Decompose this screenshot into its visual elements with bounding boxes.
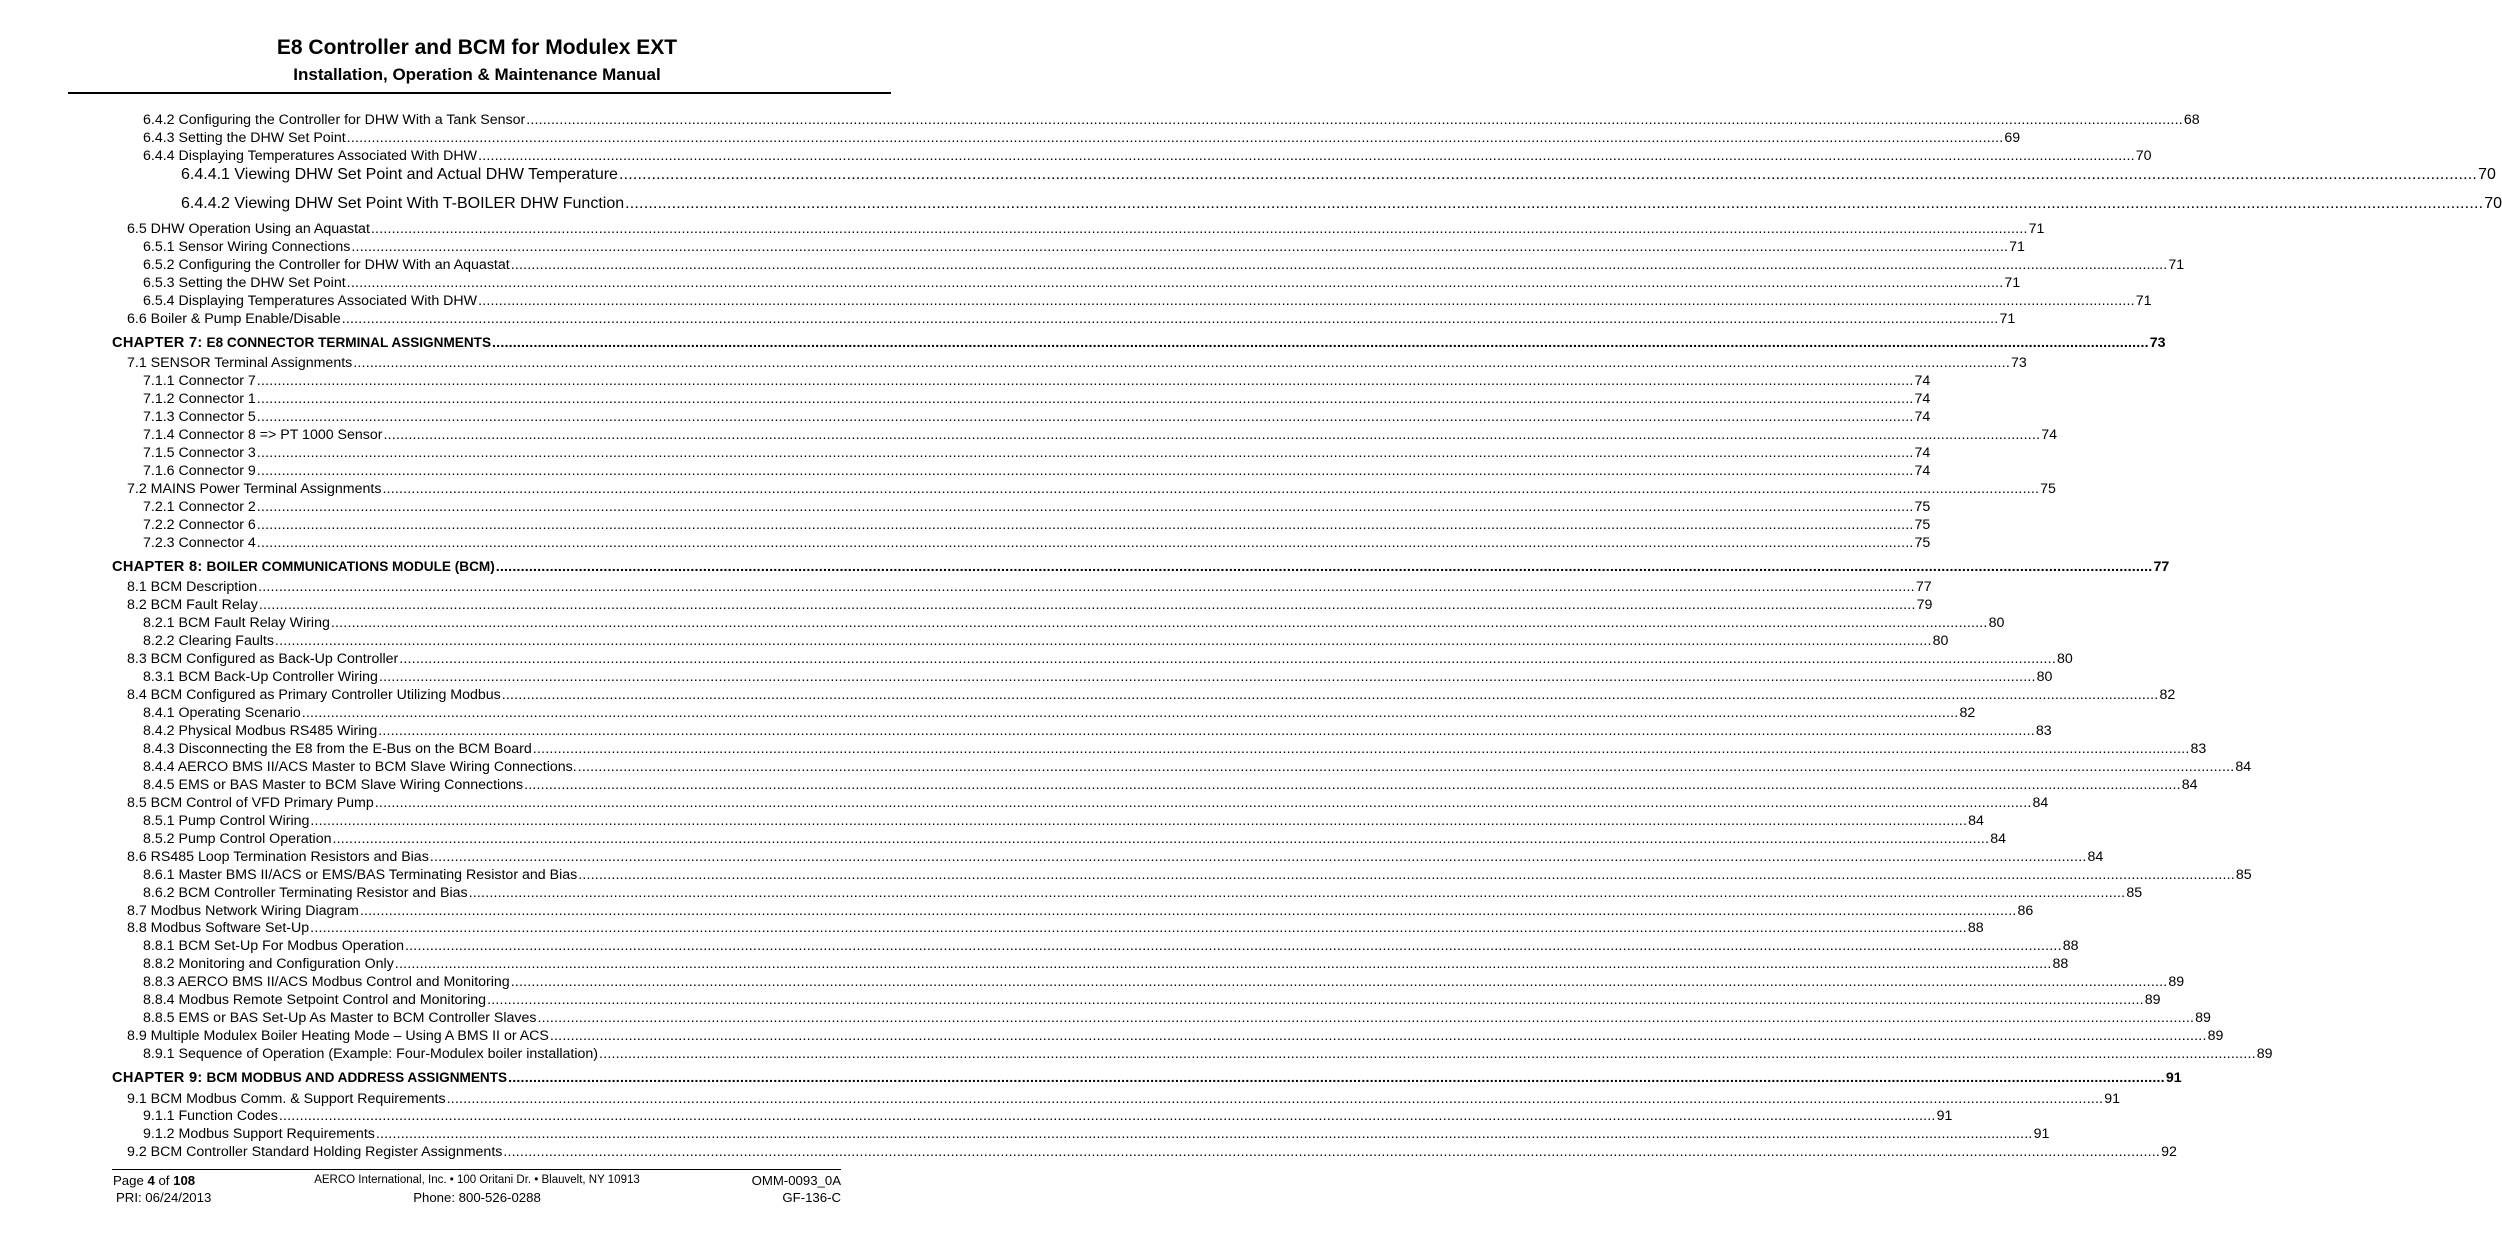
toc-entry-title: 6.5 DHW Operation Using an Aquastat (127, 221, 370, 237)
dot-leader: ................................................................................................................................................................................................................................................................................................................................................................................................................ (495, 559, 2153, 575)
toc-entry[interactable] (143, 275, 2021, 291)
toc-entry[interactable] (181, 195, 2502, 213)
toc-page-number: 80 (2036, 669, 2053, 685)
toc-page-number: 89 (2207, 1028, 2224, 1044)
toc-entry[interactable] (127, 579, 1932, 595)
dot-leader: ................................................................................................................................................................................................................................................................................................................................................................................................................ (351, 239, 2009, 255)
dot-leader: ................................................................................................................................................................................................................................................................................................................................................................................................................ (532, 741, 2190, 757)
toc-page-number: 68 (2183, 112, 2200, 128)
dot-leader: ................................................................................................................................................................................................................................................................................................................................................................................................................ (478, 293, 2135, 309)
dot-leader: ................................................................................................................................................................................................................................................................................................................................................................................................................ (510, 974, 2168, 990)
toc-page-number: 74 (1914, 463, 1931, 479)
toc-entry[interactable] (143, 813, 1984, 829)
chapter-number: CHAPTER 9: (112, 1070, 203, 1086)
toc-page-number: 88 (2052, 956, 2069, 972)
toc-entry[interactable] (143, 633, 1949, 649)
toc-page-number: 88 (1967, 920, 1984, 936)
toc-page-number: 88 (2062, 938, 2079, 954)
dot-leader: ................................................................................................................................................................................................................................................................................................................................................................................................................ (537, 1010, 2195, 1026)
toc-entry-title: 8.5 BCM Control of VFD Primary Pump (127, 795, 374, 811)
toc-entry-title: 6.4.2 Configuring the Controller for DHW With a Tank Sensor (143, 112, 526, 128)
toc-page-number: 75 (1914, 499, 1931, 515)
toc-entry[interactable] (127, 311, 2016, 327)
dot-leader: ................................................................................................................................................................................................................................................................................................................................................................................................................ (301, 705, 1959, 721)
toc-entry-title: 8.8.2 Monitoring and Configuration Only (143, 956, 394, 972)
toc-entry-title: 8.9 Multiple Modulex Boiler Heating Mode – Using A BMS II or ACS (127, 1028, 549, 1044)
dot-leader: ................................................................................................................................................................................................................................................................................................................................................................................................................ (524, 777, 2181, 793)
toc-entry[interactable] (143, 1010, 2211, 1026)
dot-leader: ................................................................................................................................................................................................................................................................................................................................................................................................................ (278, 1108, 1936, 1124)
dot-leader: ................................................................................................................................................................................................................................................................................................................................................................................................................ (330, 615, 1988, 631)
toc-page-number: 74 (1914, 391, 1931, 407)
toc-page-number: 71 (1999, 311, 2016, 327)
toc-entry-title: 6.5.1 Sensor Wiring Connections (143, 239, 351, 255)
dot-leader: ................................................................................................................................................................................................................................................................................................................................................................................................................ (378, 723, 2035, 739)
pri-date: PRI: 06/24/2013 (116, 1190, 212, 1205)
dot-leader: ................................................................................................................................................................................................................................................................................................................................................................................................................ (256, 517, 1914, 533)
toc-page-number: 86 (2017, 903, 2034, 919)
company-phone: Phone: 800-526-0288 (413, 1190, 541, 1205)
toc-page-number: 75 (1914, 517, 1931, 533)
toc-entry-title: 8.8.1 BCM Set-Up For Modbus Operation (143, 938, 405, 954)
dot-leader: ................................................................................................................................................................................................................................................................................................................................................................................................................ (359, 903, 2017, 919)
document-number: OMM-0093_0A (751, 1173, 841, 1188)
toc-page-number: 80 (1988, 615, 2005, 631)
toc-page-number: 73 (2010, 355, 2027, 371)
toc-entry-title: 8.8 Modbus Software Set-Up (127, 920, 310, 936)
toc-entry-title: 7.2.1 Connector 2 (143, 499, 256, 515)
toc-page-number: 85 (2126, 885, 2143, 901)
toc-entry-title: 6.4.4.2 Viewing DHW Set Point With T-BOILER DHW Function (181, 195, 625, 212)
toc-entry[interactable] (127, 903, 2034, 919)
toc-entry[interactable] (143, 391, 1931, 407)
toc-page-number: 92 (2161, 1144, 2177, 1160)
toc-entry-title: 7.2.3 Connector 4 (143, 535, 256, 551)
toc-entry[interactable] (143, 831, 2006, 847)
dot-leader: ................................................................................................................................................................................................................................................................................................................................................................................................................ (256, 373, 1914, 389)
toc-entry-title: 6.6 Boiler & Pump Enable/Disable (127, 311, 341, 327)
toc-entry[interactable] (127, 355, 2027, 371)
dot-leader: ................................................................................................................................................................................................................................................................................................................................................................................................................ (478, 148, 2135, 164)
toc-entry-title: 6.5.3 Setting the DHW Set Point (143, 275, 346, 291)
toc-entry[interactable] (127, 481, 2056, 497)
toc-entry[interactable] (181, 166, 2496, 184)
toc-entry-title: 8.5.2 Pump Control Operation (143, 831, 332, 847)
toc-entry-title: 8.2 BCM Fault Relay (127, 597, 258, 613)
dot-leader: ................................................................................................................................................................................................................................................................................................................................................................................................................ (378, 669, 2036, 685)
toc-page-number: 75 (2040, 481, 2056, 497)
toc-page-number: 91 (2165, 1070, 2182, 1086)
toc-entry[interactable] (143, 974, 2185, 990)
dot-leader: ................................................................................................................................................................................................................................................................................................................................................................................................................ (332, 831, 1990, 847)
toc-chapter-entry[interactable] (112, 335, 2166, 351)
toc-entry-title: 8.8.5 EMS or BAS Set-Up As Master to BCM Controller Slaves (143, 1010, 537, 1026)
toc-page-number: 89 (2144, 992, 2161, 1008)
toc-entry[interactable] (127, 1028, 2224, 1044)
toc-entry[interactable] (143, 741, 2207, 757)
toc-entry-title: 8.5.1 Pump Control Wiring (143, 813, 310, 829)
toc-entry[interactable] (143, 112, 2200, 128)
toc-entry-title: 7.1.2 Connector 1 (143, 391, 256, 407)
page-number: 4 (147, 1173, 155, 1188)
dot-leader: ................................................................................................................................................................................................................................................................................................................................................................................................................ (394, 956, 2052, 972)
dot-leader: ................................................................................................................................................................................................................................................................................................................................................................................................................ (501, 687, 2159, 703)
toc-entry[interactable] (143, 705, 1976, 721)
toc-page-number: 82 (1959, 705, 1976, 721)
toc-entry-title: 9.1.2 Modbus Support Requirements (143, 1126, 375, 1142)
toc-entry-title: 6.4.4.1 Viewing DHW Set Point and Actual DHW Temperature (181, 166, 618, 183)
toc-page-number: 84 (2181, 777, 2198, 793)
dot-leader: ................................................................................................................................................................................................................................................................................................................................................................................................................ (256, 409, 1914, 425)
toc-page-number: 83 (2190, 741, 2207, 757)
toc-entry[interactable] (127, 597, 1933, 613)
toc-entry[interactable] (143, 867, 2252, 883)
toc-page-number: 84 (2087, 849, 2104, 865)
toc-entry[interactable] (143, 427, 2057, 443)
toc-entry[interactable] (143, 1108, 1953, 1124)
toc-entry-title: 8.4.5 EMS or BAS Master to BCM Slave Wiring Connections (143, 777, 524, 793)
chapter-number: CHAPTER 7: (112, 335, 203, 351)
toc-entry-title: 6.5.2 Configuring the Controller for DHW With an Aquastat (143, 257, 510, 273)
page-total: 108 (173, 1173, 196, 1188)
toc-entry[interactable] (143, 499, 1931, 515)
toc-entry-title: 8.9.1 Sequence of Operation (Example: Four-Modulex boiler installation) (143, 1046, 599, 1062)
dot-leader: ................................................................................................................................................................................................................................................................................................................................................................................................................ (258, 597, 1916, 613)
dot-leader: ................................................................................................................................................................................................................................................................................................................................................................................................................ (346, 130, 2004, 146)
dot-leader: ................................................................................................................................................................................................................................................................................................................................................................................................................ (353, 355, 2010, 371)
dot-leader: ................................................................................................................................................................................................................................................................................................................................................................................................................ (468, 885, 2126, 901)
toc-page-number: 70 (2484, 195, 2502, 212)
toc-entry[interactable] (143, 445, 1931, 461)
dot-leader: ................................................................................................................................................................................................................................................................................................................................................................................................................ (503, 1144, 2161, 1160)
chapter-title: BOILER COMMUNICATIONS MODULE (BCM) (206, 559, 495, 574)
toc-entry[interactable] (143, 777, 2198, 793)
chapter-title: BCM MODBUS AND ADDRESS ASSIGNMENTS (206, 1070, 508, 1085)
toc-entry-title: 7.1.3 Connector 5 (143, 409, 256, 425)
dot-leader: ................................................................................................................................................................................................................................................................................................................................................................................................................ (599, 1046, 2256, 1062)
dot-leader: ................................................................................................................................................................................................................................................................................................................................................................................................................ (549, 1028, 2207, 1044)
toc-page-number: 82 (2159, 687, 2176, 703)
page-footer (0, 1173, 954, 1213)
toc-entry-title: 9.1 BCM Modbus Comm. & Support Requirements (127, 1091, 446, 1107)
toc-entry[interactable] (143, 669, 2053, 685)
toc-entry-title: 8.6.2 BCM Controller Terminating Resistor and Bias (143, 885, 468, 901)
toc-page-number: 80 (1932, 633, 1949, 649)
toc-page-number: 84 (2032, 795, 2049, 811)
toc-entry[interactable] (143, 517, 1931, 533)
toc-chapter-entry[interactable] (112, 559, 2170, 575)
toc-entry-title: 8.6.1 Master BMS II/ACS or EMS/BAS Terminating Resistor and Bias (143, 867, 578, 883)
chapter-number: CHAPTER 8: (112, 559, 203, 575)
dot-leader: ................................................................................................................................................................................................................................................................................................................................................................................................................ (492, 335, 2149, 351)
toc-chapter-entry[interactable] (112, 1070, 2182, 1086)
dot-leader: ................................................................................................................................................................................................................................................................................................................................................................................................................ (374, 795, 2032, 811)
toc-page-number: 89 (2256, 1046, 2273, 1062)
toc-page-number: 74 (2041, 427, 2057, 443)
toc-entry[interactable] (143, 409, 1931, 425)
dot-leader: ................................................................................................................................................................................................................................................................................................................................................................................................................ (578, 867, 2235, 883)
toc-entry[interactable] (143, 257, 2185, 273)
dot-leader: ................................................................................................................................................................................................................................................................................................................................................................................................................ (382, 481, 2040, 497)
toc-page-number: 71 (2028, 221, 2045, 237)
dot-leader: ................................................................................................................................................................................................................................................................................................................................................................................................................ (508, 1070, 2165, 1086)
toc-page-number: 74 (1914, 373, 1931, 389)
toc-chapter-label (112, 1070, 507, 1086)
toc-page-number: 85 (2235, 867, 2252, 883)
toc-entry[interactable] (127, 221, 2045, 237)
toc-entry[interactable] (143, 373, 1931, 389)
toc-page-number: 73 (2149, 335, 2166, 351)
document-subtitle: Installation, Operation & Maintenance Manual (293, 65, 661, 84)
toc-page-number: 91 (2104, 1091, 2121, 1107)
toc-entry[interactable] (143, 992, 2161, 1008)
chapter-title: E8 CONNECTOR TERMINAL ASSIGNMENTS (206, 335, 492, 350)
toc-entry-title: 6.4.3 Setting the DHW Set Point (143, 130, 346, 146)
toc-entry-title: 7.1.6 Connector 9 (143, 463, 256, 479)
toc-entry-title: 7.1 SENSOR Terminal Assignments (127, 355, 353, 371)
toc-entry[interactable] (127, 687, 2176, 703)
toc-page-number: 71 (2168, 257, 2185, 273)
dot-leader: ................................................................................................................................................................................................................................................................................................................................................................................................................ (526, 112, 2183, 128)
toc-page-number: 89 (2195, 1010, 2211, 1026)
dot-leader: ................................................................................................................................................................................................................................................................................................................................................................................................................ (274, 633, 1932, 649)
dot-leader: ................................................................................................................................................................................................................................................................................................................................................................................................................ (625, 195, 2484, 212)
toc-entry-title: 6.5.4 Displaying Temperatures Associated With DHW (143, 293, 478, 309)
toc-chapter-label (112, 335, 491, 351)
toc-entry-title: 8.8.4 Modbus Remote Setpoint Control and Monitoring (143, 992, 487, 1008)
toc-entry-title: 7.1.4 Connector 8 => PT 1000 Sensor (143, 427, 383, 443)
toc-entry-title: 9.1.1 Function Codes (143, 1108, 278, 1124)
toc-entry-title: 8.4.2 Physical Modbus RS485 Wiring (143, 723, 378, 739)
dot-leader: ................................................................................................................................................................................................................................................................................................................................................................................................................ (375, 1126, 2033, 1142)
toc-page-number: 77 (1915, 579, 1932, 595)
toc-entry-title: 6.4.4 Displaying Temperatures Associated With DHW (143, 148, 478, 164)
toc-entry[interactable] (143, 938, 2079, 954)
dot-leader: ................................................................................................................................................................................................................................................................................................................................................................................................................ (405, 938, 2062, 954)
toc-entry-title: 8.7 Modbus Network Wiring Diagram (127, 903, 359, 919)
toc-entry[interactable] (127, 1144, 2177, 1160)
toc-entry[interactable] (143, 293, 2152, 309)
dot-leader: ................................................................................................................................................................................................................................................................................................................................................................................................................ (256, 463, 1914, 479)
toc-page-number: 71 (2135, 293, 2152, 309)
toc-entry[interactable] (143, 723, 2052, 739)
form-number: GF-136-C (782, 1190, 841, 1205)
toc-entry[interactable] (143, 535, 1931, 551)
toc-entry-title: 9.2 BCM Controller Standard Holding Register Assignments (127, 1144, 503, 1160)
toc-page-number: 70 (2478, 166, 2496, 183)
toc-entry[interactable] (143, 956, 2069, 972)
toc-entry-title: 8.2.1 BCM Fault Relay Wiring (143, 615, 330, 631)
dot-leader: ................................................................................................................................................................................................................................................................................................................................................................................................................ (256, 535, 1914, 551)
toc-page-number: 74 (1914, 445, 1931, 461)
toc-page-number: 70 (2135, 148, 2152, 164)
toc-entry-title: 8.4.4 AERCO BMS II/ACS Master to BCM Slave Wiring Connections. (143, 759, 577, 775)
toc-entry-title: 8.3 BCM Configured as Back-Up Controller (127, 651, 399, 667)
toc-page-number: 91 (2033, 1126, 2050, 1142)
toc-entry-title: 8.1 BCM Description (127, 579, 258, 595)
dot-leader: ................................................................................................................................................................................................................................................................................................................................................................................................................ (446, 1091, 2104, 1107)
toc-page-number: 84 (2235, 759, 2252, 775)
toc-entry-title: 7.1.1 Connector 7 (143, 373, 256, 389)
toc-entry[interactable] (127, 920, 1984, 936)
toc-page-number: 77 (2153, 559, 2170, 575)
dot-leader: ................................................................................................................................................................................................................................................................................................................................................................................................................ (310, 813, 1968, 829)
toc-entry[interactable] (127, 849, 2104, 865)
dot-leader: ................................................................................................................................................................................................................................................................................................................................................................................................................ (510, 257, 2168, 273)
toc-entry-title: 7.1.5 Connector 3 (143, 445, 256, 461)
toc-page-number: 91 (1936, 1108, 1953, 1124)
toc-page-number: 75 (1914, 535, 1931, 551)
dot-leader: ................................................................................................................................................................................................................................................................................................................................................................................................................ (618, 166, 2478, 183)
dot-leader: ................................................................................................................................................................................................................................................................................................................................................................................................................ (487, 992, 2144, 1008)
dot-leader: ................................................................................................................................................................................................................................................................................................................................................................................................................ (383, 427, 2041, 443)
dot-leader: ................................................................................................................................................................................................................................................................................................................................................................................................................ (258, 579, 1915, 595)
dot-leader: ................................................................................................................................................................................................................................................................................................................................................................................................................ (577, 759, 2235, 775)
dot-leader: ................................................................................................................................................................................................................................................................................................................................................................................................................ (256, 499, 1914, 515)
toc-entry[interactable] (143, 885, 2143, 901)
dot-leader: ................................................................................................................................................................................................................................................................................................................................................................................................................ (310, 920, 1967, 936)
toc-entry[interactable] (143, 1046, 2273, 1062)
toc-entry[interactable] (143, 463, 1931, 479)
toc-entry[interactable] (143, 130, 2021, 146)
toc-entry-title: 8.4 BCM Configured as Primary Controller Utilizing Modbus (127, 687, 501, 703)
footer-divider (112, 1169, 841, 1170)
toc-entry-title: 8.3.1 BCM Back-Up Controller Wiring (143, 669, 378, 685)
dot-leader: ................................................................................................................................................................................................................................................................................................................................................................................................................ (256, 445, 1914, 461)
toc-entry[interactable] (143, 615, 2005, 631)
dot-leader: ................................................................................................................................................................................................................................................................................................................................................................................................................ (399, 651, 2056, 667)
toc-entry[interactable] (127, 795, 2049, 811)
toc-entry-title: 8.6 RS485 Loop Termination Resistors and Bias (127, 849, 429, 865)
dot-leader: ................................................................................................................................................................................................................................................................................................................................................................................................................ (429, 849, 2087, 865)
toc-page-number: 83 (2035, 723, 2052, 739)
toc-entry[interactable] (127, 651, 2073, 667)
toc-entry-title: 8.4.3 Disconnecting the E8 from the E-Bus on the BCM Board (143, 741, 532, 757)
toc-page-number: 79 (1916, 597, 1933, 613)
toc-chapter-label (112, 559, 495, 575)
dot-leader: ................................................................................................................................................................................................................................................................................................................................................................................................................ (256, 391, 1914, 407)
toc-entry[interactable] (127, 1091, 2121, 1107)
dot-leader: ................................................................................................................................................................................................................................................................................................................................................................................................................ (346, 275, 2004, 291)
toc-entry-title: 8.8.3 AERCO BMS II/ACS Modbus Control and Monitoring (143, 974, 510, 990)
toc-page-number: 89 (2168, 974, 2185, 990)
toc-page-number: 80 (2056, 651, 2073, 667)
toc-entry-title: 8.2.2 Clearing Faults (143, 633, 274, 649)
toc-page-number: 84 (1990, 831, 2006, 847)
toc-entry-title: 7.2 MAINS Power Terminal Assignments (127, 481, 382, 497)
toc-entry[interactable] (143, 1126, 2050, 1142)
toc-page-number: 71 (2009, 239, 2025, 255)
toc-entry[interactable] (143, 759, 2252, 775)
toc-entry[interactable] (143, 148, 2152, 164)
dot-leader: ................................................................................................................................................................................................................................................................................................................................................................................................................ (341, 311, 1999, 327)
toc-entry-title: 7.2.2 Connector 6 (143, 517, 256, 533)
toc-entry[interactable] (143, 239, 2025, 255)
toc-entry-title: 8.4.1 Operating Scenario (143, 705, 301, 721)
company-address: AERCO International, Inc. • 100 Oritani Dr. • Blauvelt, NY 10913 (314, 1174, 640, 1186)
toc-page-number: 69 (2004, 130, 2021, 146)
toc-page-number: 84 (1968, 813, 1984, 829)
document-title: E8 Controller and BCM for Modulex EXT (276, 36, 678, 59)
toc-page-number: 74 (1914, 409, 1931, 425)
toc-page-number: 71 (2004, 275, 2021, 291)
page-indicator: Page 4 of 108 (113, 1173, 196, 1188)
dot-leader: ................................................................................................................................................................................................................................................................................................................................................................................................................ (370, 221, 2028, 237)
